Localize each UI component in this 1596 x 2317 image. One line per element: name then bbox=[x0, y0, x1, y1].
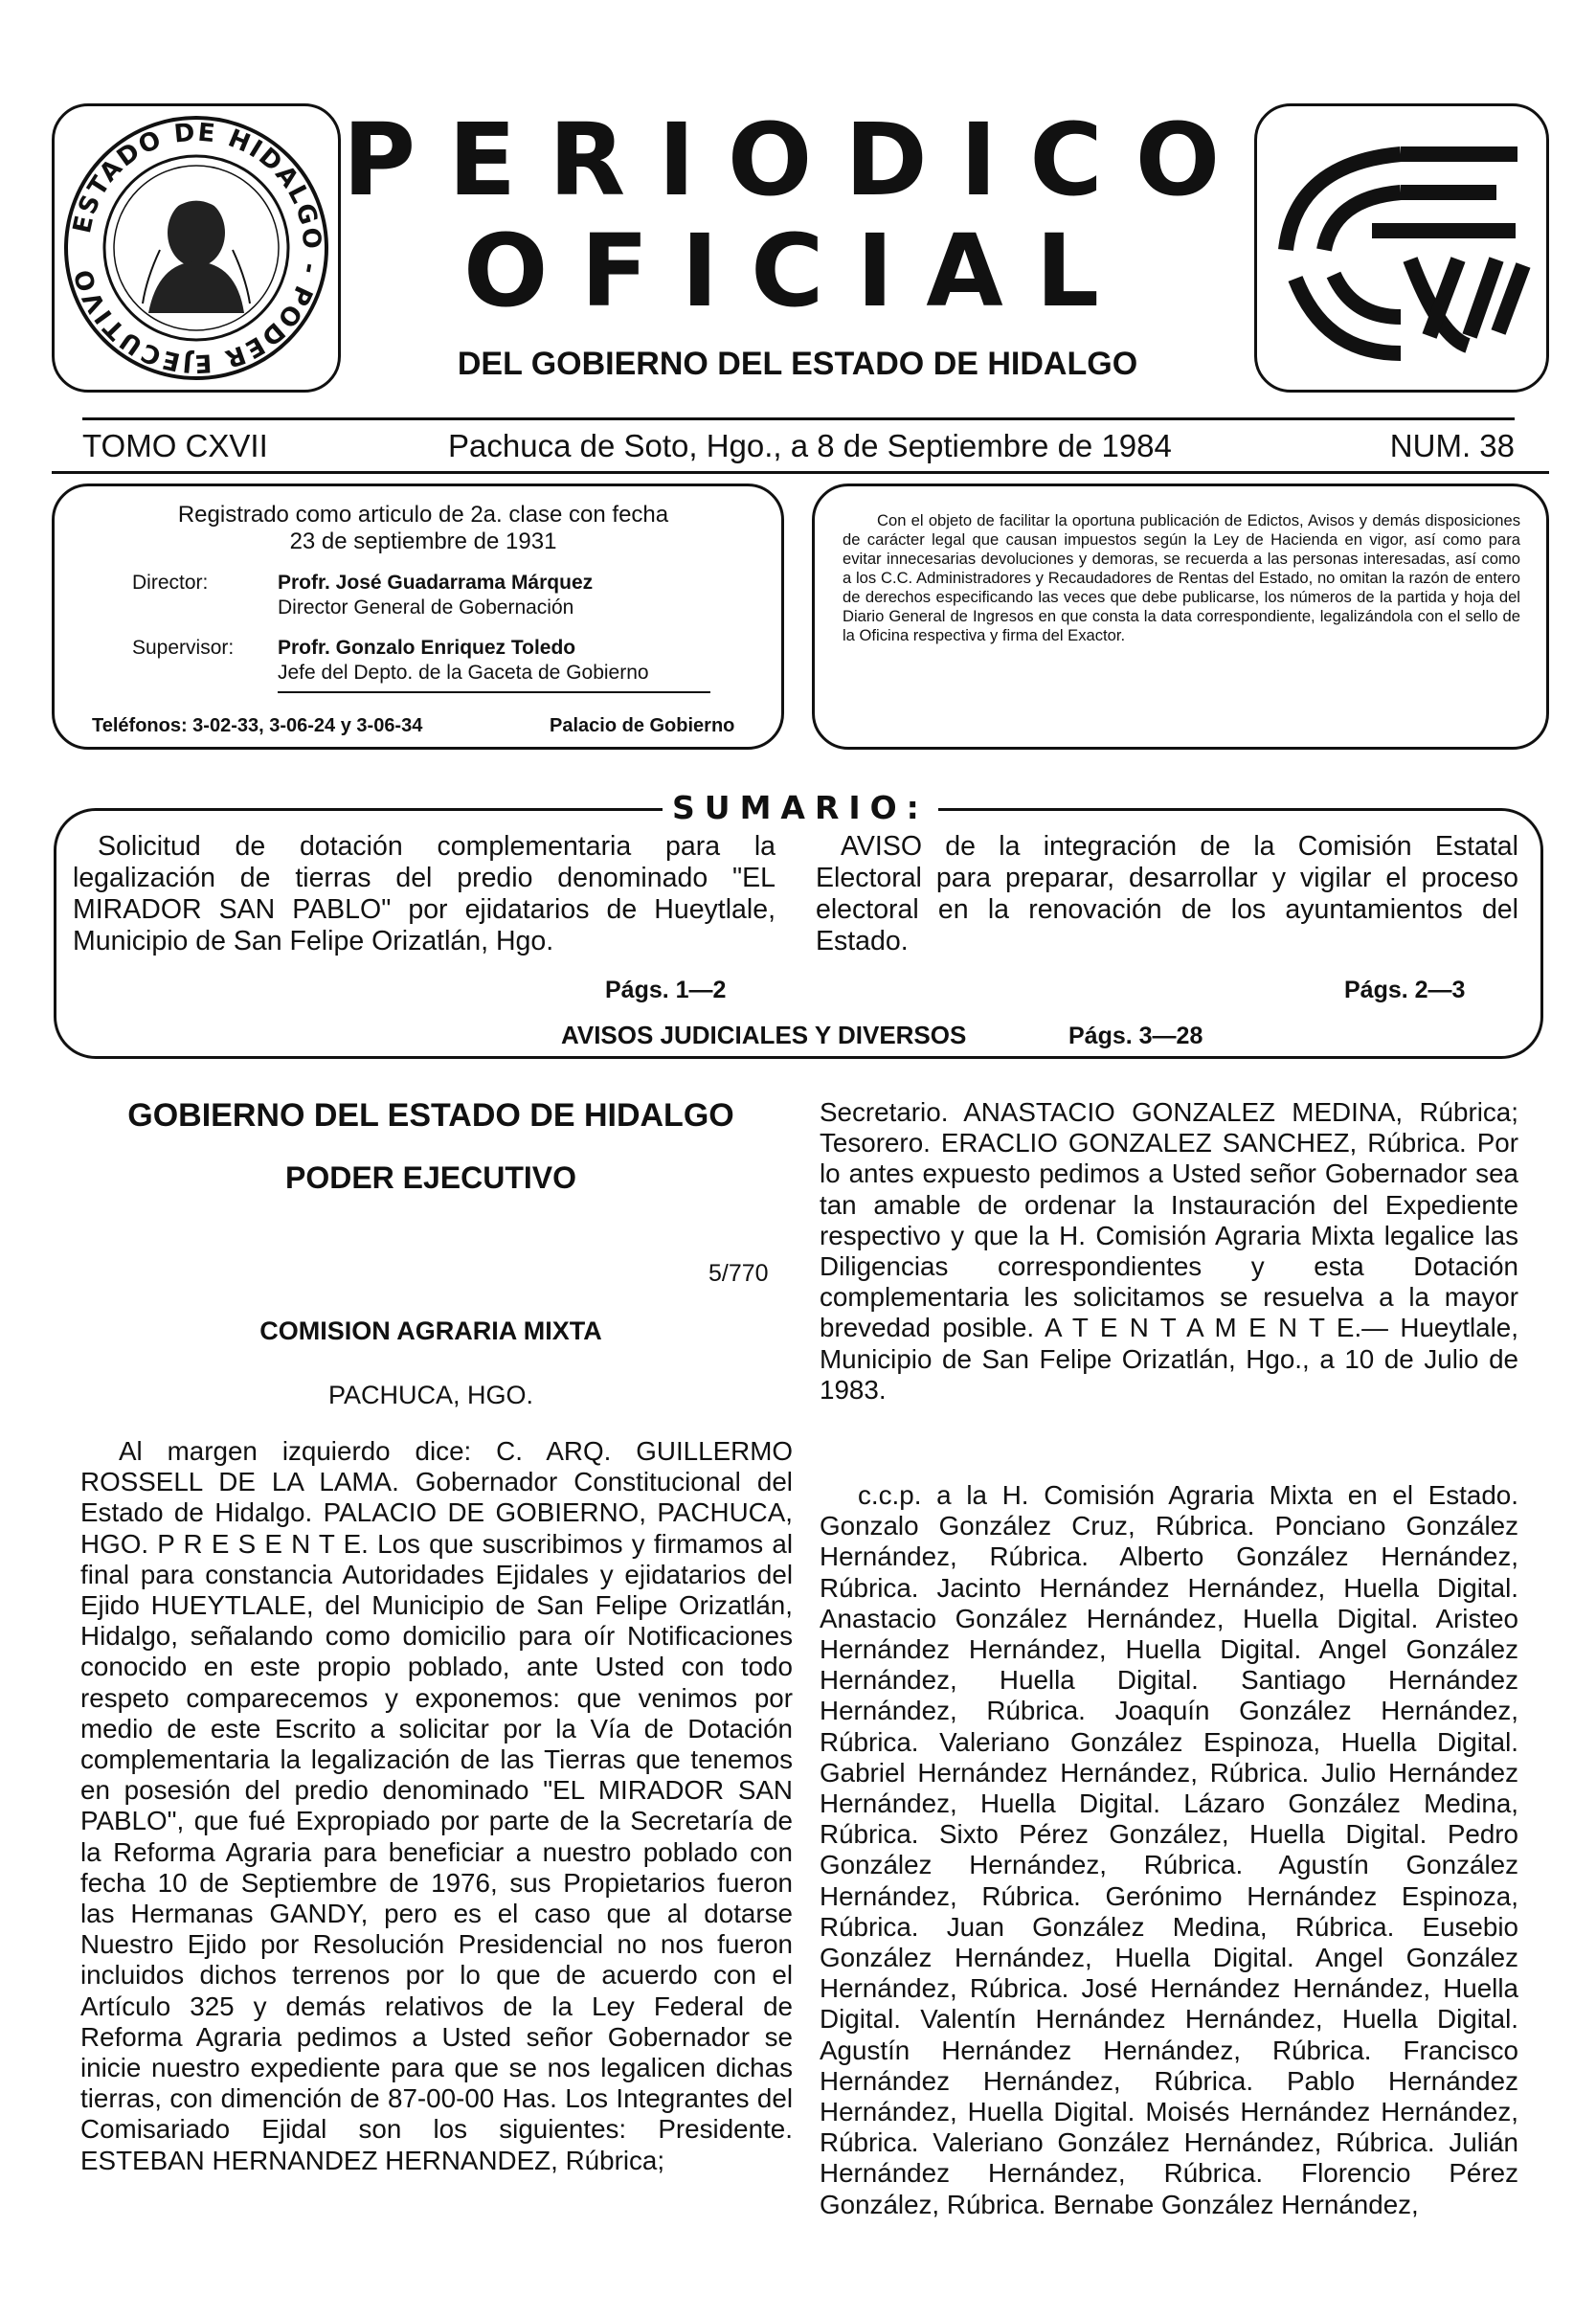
registration-line2: 23 de septiembre de 1931 bbox=[289, 529, 557, 554]
summary-judicial-pages: Págs. 3—28 bbox=[1068, 1023, 1203, 1049]
supervisor-label: Supervisor: bbox=[132, 637, 235, 659]
article-section-title: COMISION AGRARIA MIXTA bbox=[259, 1316, 602, 1345]
svg-text:ESTADO DE HIDALGO - PODER EJEC: ESTADO DE HIDALGO - PODER EJECUTIVO bbox=[67, 118, 326, 378]
article-heading-government: GOBIERNO DEL ESTADO DE HIDALGO bbox=[127, 1097, 734, 1134]
supervisor-name: Profr. Gonzalo Enriquez Toledo bbox=[278, 637, 576, 659]
phone-numbers: Teléfonos: 3-02-33, 3-06-24 y 3-06-34 bbox=[92, 715, 423, 736]
director-title: Director General de Gobernación bbox=[278, 596, 574, 619]
issue-info-row bbox=[82, 425, 1515, 467]
article-reference-number: 5/770 bbox=[708, 1260, 769, 1287]
palace-address: Palacio de Gobierno bbox=[550, 715, 735, 736]
article-place: PACHUCA, HGO. bbox=[327, 1381, 534, 1409]
summary-left-pages: Págs. 1—2 bbox=[605, 977, 727, 1003]
article-heading-executive: PODER EJECUTIVO bbox=[284, 1160, 577, 1195]
publication-notice-text: Con el objeto de facilitar la oportuna publicación de Edictos, Avisos y demás disposiciones de carácter legal que causan impuestos según la Ley de Hacienda en vigor, así como para evitar innecesarias devoluciones y demoras, se recuerda a las personas interesadas, así como a los C.C. Administradores y Recaudadores de Rentas del Estado, no omitan la razón de entero de derechos especificando las veces que debe publicarse, los números de la partida y hoja del Diario General de Ingresos en que consta la data correspondiente, legalizándola con el sello de la Oficina respectiva y firma del Exactor. bbox=[843, 511, 1520, 644]
state-seal-icon bbox=[55, 106, 338, 390]
article-body-right-signatures: c.c.p. a la H. Comisión Agraria Mixta en el Estado. Gonzalo González Cruz, Rúbrica. Ponciano González Hernández, Rúbrica. Alberto González Hernández, Rúbrica. Jacinto Hernández Hernández, Huella Digital. Anastacio González Hernández, Huella Digital. Aristeo Hernández Hernández, Huella Digital. Angel González Hernández, Huella Digital. Santiago Hernández Hernández, Rúbrica. Joaquín González Hernández, Rúbrica. Valeriano González Espinoza, Huella Digital. Gabriel Hernández Hernández, Rúbrica. Julio Hernández Hernández, Huella Digital. Lázaro González Medina, Rúbrica. Sixto Pérez González, Huella Digital. Pedro González Hernández, Rúbrica. Agustín González Hernández, Rúbrica. Gerónimo Hernández Espinoza, Rúbrica. Juan González Medina, Rúbrica. Eusebio González Hernández, Huella Digital. Angel González Hernández, Rúbrica. José Hernández Hernández, Huella Digital. Valentín Hernández Hernández, Huella Digital. Agustín Hernández Hernández, Rúbrica. Francisco Hernández Hernández, Rúbrica. Pablo Hernández Hernández, Huella Digital. Moisés Hernández Hernández, Rúbrica. Valeriano González Hernández, Rúbrica. Julián Hernández Hernández, Rúbrica. Florencio Pérez González, Rúbrica. Bernabe González Hernández, bbox=[820, 1480, 1518, 2219]
bottom-rule bbox=[52, 471, 1549, 474]
signature-underline bbox=[278, 691, 710, 693]
director-label: Director: bbox=[132, 572, 209, 594]
newspaper-subtitle: DEL GOBIERNO DEL ESTADO DE HIDALGO bbox=[457, 346, 1138, 382]
newspaper-title-line2: OFICIAL bbox=[463, 213, 1132, 329]
supervisor-title: Jefe del Depto. de la Gaceta de Gobierno bbox=[278, 662, 649, 684]
emblem-frame bbox=[1254, 103, 1549, 393]
issue-volume: TOMO CXVII bbox=[82, 428, 268, 463]
summary-right-pages: Págs. 2—3 bbox=[1344, 977, 1466, 1003]
summary-title: SUMARIO: bbox=[663, 789, 938, 827]
director-name: Profr. José Guadarrama Márquez bbox=[278, 572, 594, 594]
summary-item-left: Solicitud de dotación complementaria para la legalización de tierras del predio denominado "EL MIRADOR SAN PABLO" por ejidatarios de Hueytlale, Municipio de San Felipe Orizatlán, Hgo. bbox=[73, 831, 776, 956]
article-body-right-top: Secretario. ANASTACIO GONZALEZ MEDINA, Rúbrica; Tesorero. ERACLIO GONZALEZ SANCHEZ, Rúbrica. Por lo antes expuesto pedimos a Usted señor Gobernador sea tan amable de ordenar la Instauración del Expediente respectivo y que la H. Comisión Agraria Mixta legalice las Diligencias correspondientes y esta Dotación complementaria les solicitamos se resuelva a la mayor brevedad posible. A T E N T A M E N T E.— Hueytlale, Municipio de San Felipe Orizatlán, Hgo., a 10 de Julio de 1983. bbox=[820, 1097, 1518, 1405]
issue-place-date: Pachuca de Soto, Hgo., a 8 de Septiembre de 1984 bbox=[448, 428, 1172, 463]
top-rule bbox=[82, 417, 1515, 420]
registration-line1: Registrado como articulo de 2a. clase con fecha bbox=[177, 502, 669, 528]
summary-item-right: AVISO de la integración de la Comisión Estatal Electoral para preparar, desarrollar y vigilar el proceso electoral en la renovación de los ayuntamientos del Estado. bbox=[816, 831, 1518, 956]
article-body-left: Al margen izquierdo dice: C. ARQ. GUILLERMO ROSSELL DE LA LAMA. Gobernador Constitucional del Estado de Hidalgo. PALACIO DE GOBIERNO, PACHUCA, HGO. P R E S E N T E. Los que suscribimos y firmamos al final para constancia Autoridades Ejidales y ejidatarios del Ejido HUEYTLALE, del Municipio de San Felipe Orizatlán, Hidalgo, señalando como domicilio para oír Notificaciones conocido en este propio poblado, ante Usted con todo respeto comparecemos y exponemos: que venimos por medio de este Escrito a solicitar por la Vía de Dotación complementaria la legalización de las Tierras que tenemos en posesión del predio denominado "EL MIRADOR SAN PABLO", que fué Expropiado por parte de la Secretaría de la Reforma Agraria para beneficiar a nuestro poblado con fecha 10 de Septiembre de 1976, sus Propietarios fueron las Hermanas GANDY, pero es el caso que al dotarse Nuestro Ejido por Resolución Presidencial no nos fueron incluidos dichos terrenos por lo que de acuerdo con el Artículo 325 y demás relativos de la Ley Federal de Reforma Agraria pedimos a Usted señor Gobernador se inicie nuestro expediente para que se nos legalicen dichas tierras, con dimención de 87-00-00 Has. Los Integrantes del Comisariado Ejidal son los siguientes: Presidente. ESTEBAN HERNANDEZ HERNANDEZ, Rúbrica; bbox=[80, 1436, 793, 2175]
summary-judicial-label: AVISOS JUDICIALES Y DIVERSOS bbox=[561, 1021, 967, 1049]
state-seal-frame bbox=[52, 103, 341, 393]
newspaper-title-line1: PERIODICO bbox=[342, 101, 1253, 218]
issue-number: NUM. 38 bbox=[1389, 428, 1515, 463]
hidalgo-government-emblem-icon bbox=[1257, 106, 1546, 390]
